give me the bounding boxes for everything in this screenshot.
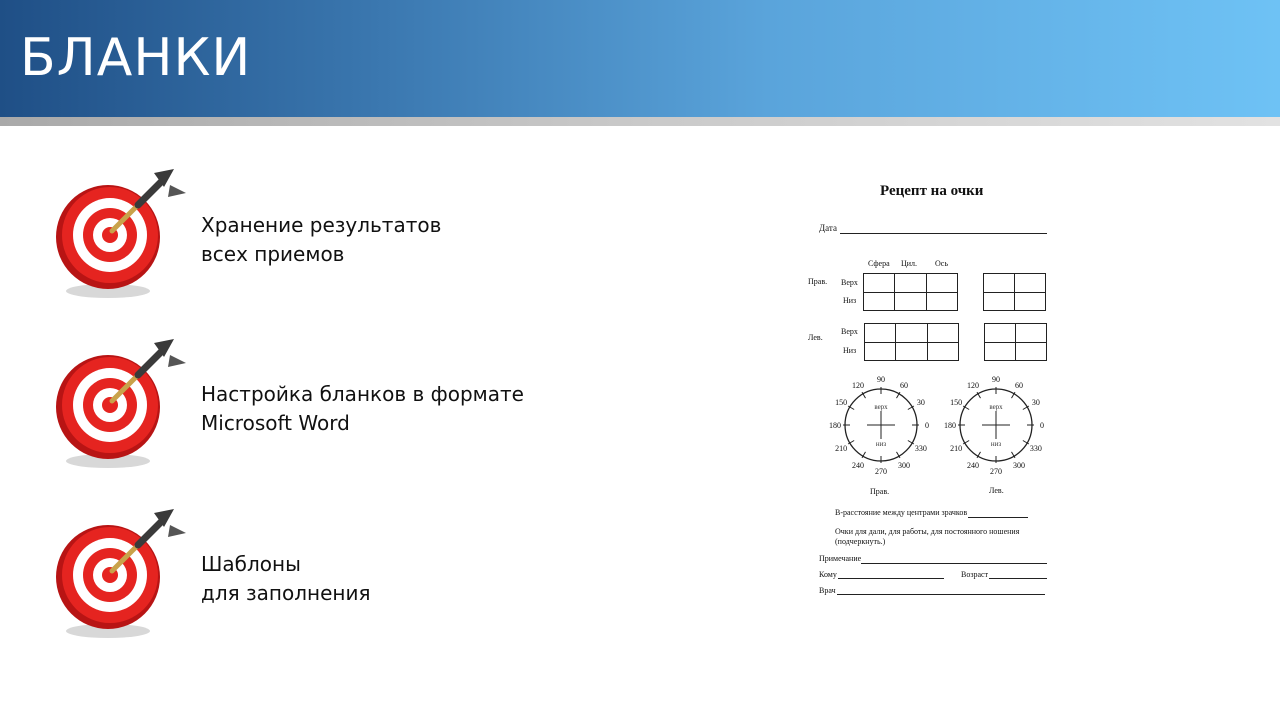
col-axis: Ось <box>935 259 948 268</box>
wheel-angle-label: 240 <box>852 460 864 470</box>
col-sphere: Сфера <box>868 259 890 268</box>
wheel-top-label: верх <box>989 403 1003 411</box>
row-bottom-label: Низ <box>843 296 857 305</box>
wheel-angle-label: 270 <box>875 467 887 476</box>
axis-wheel-right <box>829 375 929 476</box>
target-dart-icon <box>50 335 190 475</box>
date-line <box>840 233 1047 234</box>
wheel-angle-label: 30 <box>916 398 925 407</box>
row-top-label: Верх <box>841 327 858 336</box>
wheel-angle-label: 90 <box>877 375 885 384</box>
doctor-label: Врач <box>819 586 836 595</box>
left-eye-table-extra <box>984 323 1047 361</box>
bullet-line: для заполнения <box>201 581 371 605</box>
wheel-angle-label: 0 <box>1040 421 1044 430</box>
wheel-angle-label: 300 <box>898 460 910 470</box>
wheel-angle-label: 210 <box>835 444 848 453</box>
doctor-line <box>837 594 1045 595</box>
to-label: Кому <box>819 570 837 579</box>
wheel-angle-label: 0 <box>925 421 929 430</box>
wheel-bottom-label: низ <box>875 440 887 448</box>
wheel-angle-label: 180 <box>944 421 956 430</box>
wheel-angle-label: 240 <box>967 460 979 470</box>
note-label: Примечание <box>819 554 862 563</box>
date-label: Дата <box>819 223 837 233</box>
wheel-angle-label: 150 <box>835 398 848 407</box>
wheel-angle-label: 180 <box>829 421 841 430</box>
form-title: Рецепт на очки <box>880 183 984 199</box>
right-eye-label: Прав. <box>808 277 828 286</box>
right-eye-table <box>863 273 958 311</box>
wheel-angle-label: 270 <box>990 467 1002 476</box>
to-line <box>838 578 944 579</box>
wheel-angle-label: 210 <box>950 444 963 453</box>
wheel-bottom-label: низ <box>990 440 1002 448</box>
bullet-text <box>201 550 370 608</box>
target-dart-icon <box>50 165 190 305</box>
wheel-angle-label: 60 <box>900 381 908 391</box>
bullet-text <box>201 211 441 269</box>
axis-wheel-left <box>944 375 1044 476</box>
target-dart-icon <box>50 505 190 645</box>
left-eye-label: Лев. <box>808 333 823 342</box>
usage-line-2: (подчеркнуть.) <box>835 537 886 546</box>
prescription-form <box>800 180 1060 610</box>
wheel-right-caption: Прав. <box>870 487 890 496</box>
wheel-angle-label: 330 <box>914 444 927 453</box>
wheel-angle-label: 120 <box>852 381 864 391</box>
row-bottom-label: Низ <box>843 346 857 355</box>
wheel-angle-label: 300 <box>1013 460 1025 470</box>
row-top-label: Верх <box>841 278 858 287</box>
wheel-angle-label: 30 <box>1031 398 1040 407</box>
wheel-top-label: верх <box>874 403 888 411</box>
wheel-angle-label: 120 <box>967 381 979 391</box>
bullet-line: Microsoft Word <box>201 411 350 435</box>
col-cyl: Цил. <box>901 259 918 268</box>
note-line <box>861 563 1047 564</box>
wheel-angle-label: 60 <box>1015 381 1023 391</box>
bullet-line: Настройка бланков в формате <box>201 382 524 406</box>
header-divider <box>0 117 1280 126</box>
age-label: Возраст <box>961 570 989 579</box>
bullet-line: Хранение результатов <box>201 213 442 237</box>
wheel-left-caption: Лев. <box>989 486 1004 495</box>
pd-label: В-расстояние между центрами зрачков <box>835 508 968 517</box>
bullet-text <box>201 380 524 438</box>
bullet-line: всех приемов <box>201 242 345 266</box>
left-eye-table <box>864 323 959 361</box>
wheel-angle-label: 150 <box>950 398 963 407</box>
age-line <box>989 578 1047 579</box>
pd-line <box>968 517 1028 518</box>
slide-title: БЛАНКИ <box>20 28 252 88</box>
bullet-line: Шаблоны <box>201 552 301 576</box>
usage-line-1: Очки для дали, для работы, для постоянного ношения <box>835 527 1020 536</box>
wheel-angle-label: 330 <box>1029 444 1042 453</box>
wheel-angle-label: 90 <box>992 375 1000 384</box>
right-eye-table-extra <box>983 273 1046 311</box>
